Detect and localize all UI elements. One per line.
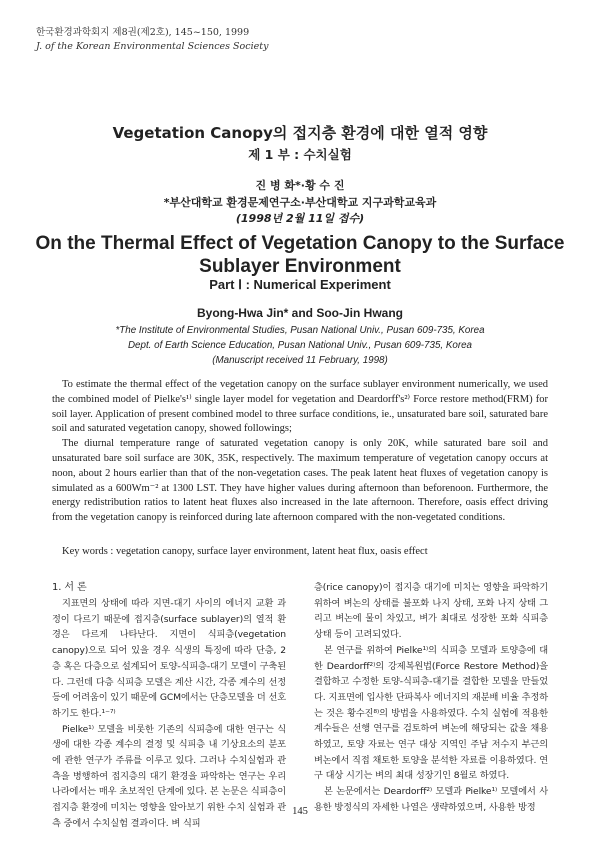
affiliation-1: *The Institute of Environmental Studies, Pusan National Univ., Pusan 609-735, Korea <box>115 325 485 336</box>
body-paragraph: Pielke¹⁾ 모델을 비롯한 기존의 식피층에 대한 연구는 식생에 대한 각종 계수의 결정 및 식피층 내 기상요소의 분포에 관한 연구가 주류를 이루고 있다. 그러나 수치실험과 관측을 병행하여 접지층의 대기 환경을 파악하는 연구는 우리 나라에서는 매우 초보적인 단계에 있다. 본 논문은 식피층이 접지층 환경에 미치는 영향을 알아보기 위한 수치 실험과 관측 중에서 수치실험 결과이다. 벼 식피 <box>52 723 286 829</box>
english-title-line-2: Sublayer Environment <box>199 256 401 277</box>
english-received-date: (Manuscript received 11 February, 1998) <box>212 355 388 366</box>
english-part-title: Part Ⅰ : Numerical Experiment <box>209 277 391 292</box>
body-paragraph: 본 논문에서는 Deardorff²⁾ 모델과 Pielke¹⁾ 모델에서 사용한 방정식의 자세한 나열은 생략하였으며, 사용한 방정 <box>314 786 548 813</box>
body-paragraph: 층(rice canopy)이 접지층 대기에 미치는 영향을 파악하기 위하여 벼논의 상태를 불포화 나지 상태, 포화 나지 상태 그리고 벼논에 물이 차있고, 벼가 최대로 성장한 포화 식피층 상태 등이 고려되었다. <box>314 582 548 641</box>
korean-affiliation: *부산대학교 환경문제연구소·부산대학교 지구과학교육과 <box>163 196 437 209</box>
body-paragraph: 지표면의 상태에 따라 지면-대기 사이의 에너지 교환 과정이 다르기 때문에 접지층(surface sublayer)의 열적 환경은 다르게 나타난다. 지면이 식피층(vegetation canopy)으로 되어 있을 경우 식생의 특징에 따라 단층, 2층 혹은 다층으로 설계되어 토양-식피층-대기 모델이 구축된다. 그런데 다층 식피층 모델은 계산 시간, 각종 계수의 선정 등에 어려움이 있기 때문에 GCM에서는 단층모델을 더 선호하기도 한다.¹⁻⁷⁾ <box>52 598 286 719</box>
english-title-line-1: On the Thermal Effect of Vegetation Canopy to the Surface <box>35 233 565 254</box>
body-column-left <box>52 580 286 832</box>
page-number: 145 <box>292 806 308 817</box>
journal-citation: 한국환경과학회지 제8권(제2호), 145~150, 1999 <box>36 27 250 38</box>
abstract-paragraph-1: To estimate the thermal effect of the vegetation canopy on the surface sublayer environment numerically, we used the combined model of Pielke's¹⁾ single layer model for vegetation and Deardorff's²⁾ Force restore method(FRM) for soil layer. Application of present combined model to three surface conditions, ie., unsaturated bare soil, saturated bare soil and saturated vegetation canopy, showed followings; <box>52 379 548 435</box>
english-authors: Byong-Hwa Jin* and Soo-Jin Hwang <box>196 306 403 320</box>
korean-part-title: 제 1 부 : 수치실험 <box>248 147 352 162</box>
body-column-right <box>314 580 548 816</box>
journal-header <box>36 26 268 54</box>
journal-name: J. of the Korean Environmental Sciences Society <box>36 41 269 52</box>
korean-authors: 진 병 화*·황 수 진 <box>255 179 345 192</box>
english-title <box>0 232 600 278</box>
abstract-paragraph-2: The diurnal temperature range of saturated vegetation canopy is only 20K, while saturated bare soil and unsaturated bare soil surface are 30K, 35K, respectively. The maximum temperature of vegetation canopy occurs at noon, about 2 hours earlier than that of the non-vegetation cases. The peak latent heat fluxes of vegetation canopy is simulated as a 600Wm⁻² at 1300 LST. They have higher values during afternoon than beforenoon. Furthermore, the energy redistribution ratios to latent heat fluxes also increased in the late afternoon. Therefore, oasis effect driving from the vegetation canopy is reinforced during late afternoon compared with the non-vegetated conditions. <box>52 438 548 524</box>
korean-received-date: (1998년 2월 11일 접수) <box>235 212 365 225</box>
abstract <box>52 378 548 526</box>
keywords: Key words : vegetation canopy, surface layer environment, latent heat flux, oasis effect <box>62 546 428 557</box>
english-affiliations <box>0 323 600 368</box>
affiliation-2: Dept. of Earth Science Education, Pusan National Univ., Pusan 609-735, Korea <box>127 340 472 351</box>
body-paragraph: 본 연구를 위하여 Pielke¹⁾의 식피층 모델과 토양층에 대한 Deardorff²⁾의 강제복원법(Force Restore Method)을 결합하고 수정한 토양-식피층-대기를 결합한 모델을 만들었다. 지표면에 입사한 단파복사 에너지의 재분배 비율 추정하는 것은 황수진⁸⁾의 방법을 사용하였다. 수치 실험에 적용한 계수들은 선행 연구를 검토하여 벼논에 해당되는 값을 채용하였고, 토양 자료는 연구 대상 지역인 주남 저수지 부근의 벼논에서 직접 채토한 토양을 분석한 자료를 이용하였다. 연구 대상 시기는 벼의 최대 성장기인 8월로 하였다. <box>314 644 548 782</box>
korean-title: Vegetation Canopy의 접지층 환경에 대한 열적 영향 <box>112 124 488 142</box>
section-heading-introduction: 1. 서 론 <box>52 582 87 593</box>
